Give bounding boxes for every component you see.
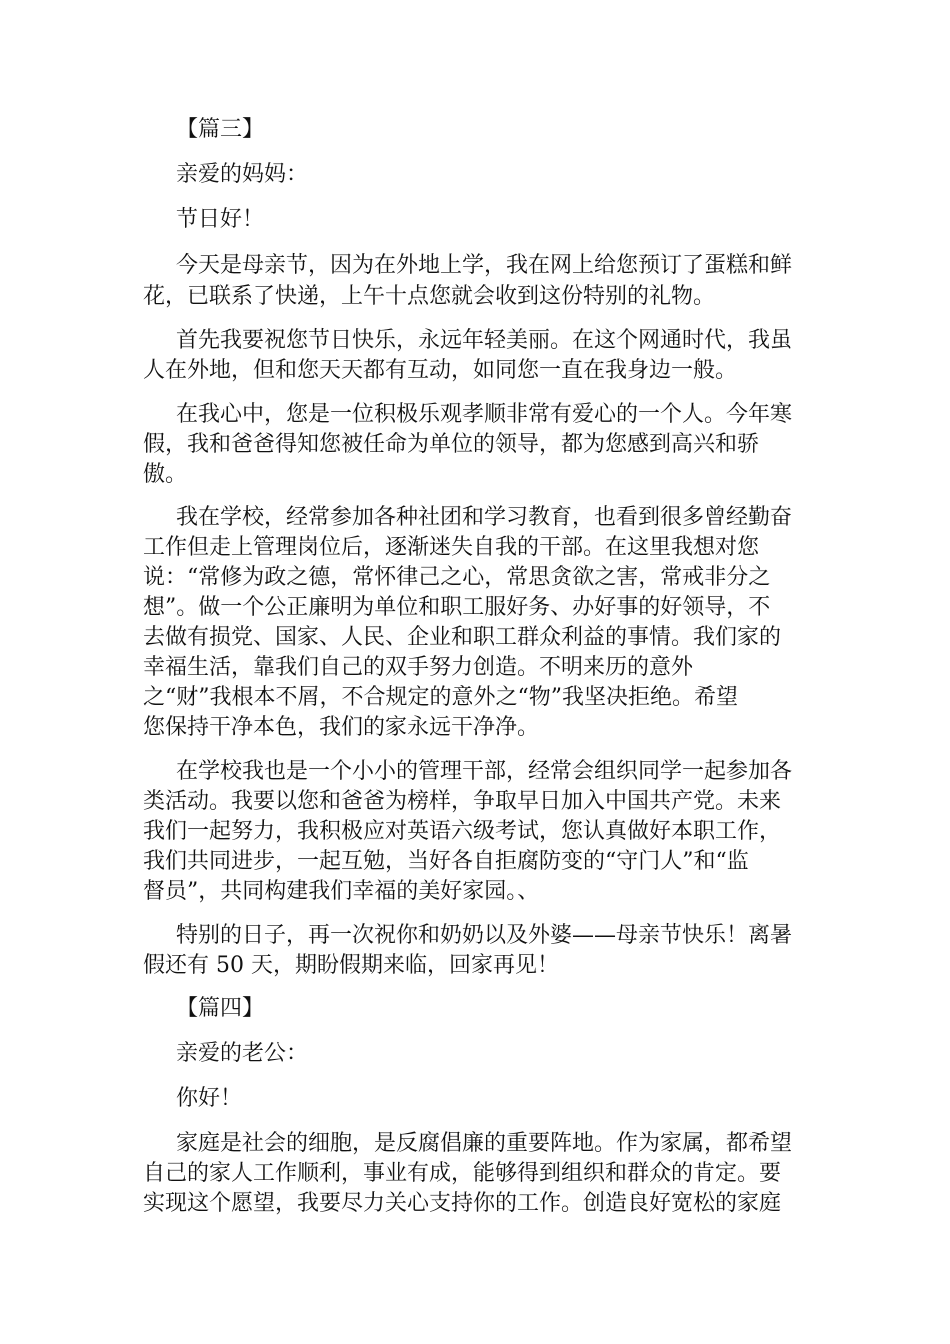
paragraph-line: 实现这个愿望，我要尽力关心支持你的工作。创造良好宽松的家庭 <box>143 1191 782 1216</box>
paragraph-line: 说：“常修为政之德，常怀律己之心，常思贪欲之害，常戒非分之 <box>143 565 771 590</box>
paragraph-line: 去做有损党、国家、人民、企业和职工群众利益的事情。我们家的 <box>143 625 782 650</box>
paragraph-line: 类活动。我要以您和爸爸为榜样，争取早日加入中国共产党。未来 <box>143 789 782 814</box>
paragraph-line: 我们共同进步，一起互勉，当好各自拒腐防变的“守门人”和“监 <box>143 849 749 874</box>
paragraph-line: 在学校我也是一个小小的管理干部，经常会组织同学一起参加各 <box>176 759 793 784</box>
paragraph-line: 今天是母亲节，因为在外地上学，我在网上给您预订了蛋糕和鲜 <box>176 253 793 278</box>
paragraph-line: 我们一起努力，我积极应对英语六级考试，您认真做好本职工作， <box>143 819 782 844</box>
paragraph-line: 假还有 50 天，期盼假期来临，回家再见！ <box>143 953 559 978</box>
paragraph-line: 傲。 <box>143 462 188 487</box>
paragraph-line: 在我心中，您是一位积极乐观孝顺非常有爱心的一个人。今年寒 <box>176 402 793 427</box>
paragraph-line: 家庭是社会的细胞，是反腐倡廉的重要阵地。作为家属，都希望 <box>176 1131 793 1156</box>
paragraph-line: 人在外地，但和您天天都有互动，如同您一直在我身边一般。 <box>143 358 738 383</box>
paragraph-line: 工作但走上管理岗位后，逐渐迷失自我的干部。在这里我想对您 <box>143 535 760 560</box>
greeting: 节日好！ <box>176 207 265 232</box>
paragraph-line: 想”。做一个公正廉明为单位和职工服好务、办好事的好领导，不 <box>143 595 771 620</box>
paragraph-line: 首先我要祝您节日快乐，永远年轻美丽。在这个网通时代，我虽 <box>176 328 793 353</box>
paragraph-line: 之“财”我根本不屑，不合规定的意外之“物”我坚决拒绝。希望 <box>143 685 738 710</box>
salutation: 亲爱的老公： <box>176 1041 309 1066</box>
paragraph-line: 督员”，共同构建我们幸福的美好家园。、 <box>143 879 540 904</box>
salutation: 亲爱的妈妈： <box>176 162 309 187</box>
paragraph-line: 特别的日子，再一次祝你和奶奶以及外婆——母亲节快乐！离暑 <box>176 923 793 948</box>
section-heading: 【篇三】 <box>176 117 265 142</box>
greeting: 你好！ <box>176 1086 243 1111</box>
paragraph-line: 假，我和爸爸得知您被任命为单位的领导，都为您感到高兴和骄 <box>143 432 760 457</box>
paragraph-line: 我在学校，经常参加各种社团和学习教育，也看到很多曾经勤奋 <box>176 505 793 530</box>
paragraph-line: 您保持干净本色，我们的家永远干净净。 <box>143 715 540 740</box>
paragraph-line: 花，已联系了快递，上午十点您就会收到这份特别的礼物。 <box>143 284 716 309</box>
paragraph-line: 幸福生活，靠我们自己的双手努力创造。不明来历的意外 <box>143 655 694 680</box>
paragraph-line: 自己的家人工作顺利，事业有成，能够得到组织和群众的肯定。要 <box>143 1161 782 1186</box>
section-heading: 【篇四】 <box>176 996 265 1021</box>
